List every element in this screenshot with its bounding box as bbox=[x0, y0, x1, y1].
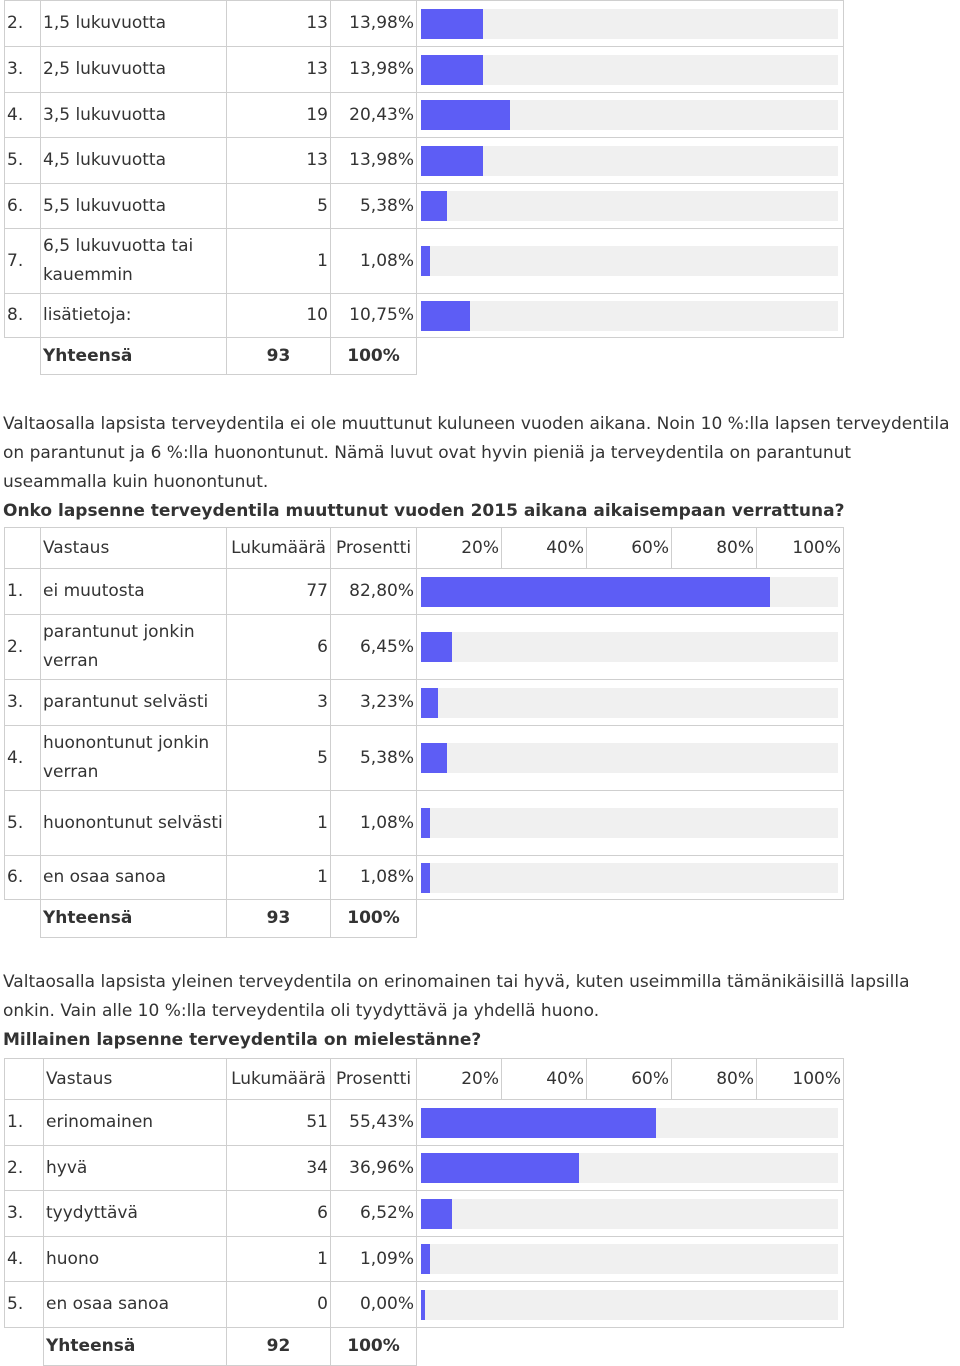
row-number: 3. bbox=[5, 47, 41, 93]
table-row bbox=[5, 47, 844, 93]
bar-track bbox=[421, 632, 838, 662]
answer-percent: 1,08% bbox=[331, 229, 417, 294]
table-row bbox=[5, 294, 844, 338]
header-tick: 20% bbox=[417, 1059, 502, 1100]
bar-fill bbox=[421, 1290, 425, 1320]
bar-cell bbox=[417, 93, 844, 138]
total-spacer bbox=[5, 900, 41, 938]
table-row bbox=[5, 1237, 844, 1282]
bar-fill bbox=[421, 1153, 579, 1183]
bar-cell bbox=[417, 1, 844, 47]
bar-cell bbox=[417, 184, 844, 229]
bar-cell bbox=[417, 1237, 844, 1282]
bar-track bbox=[421, 301, 838, 331]
row-number: 1. bbox=[5, 569, 41, 615]
answer-label: en osaa sanoa bbox=[44, 1282, 227, 1328]
row-number: 3. bbox=[5, 1191, 44, 1237]
answer-count: 13 bbox=[227, 138, 331, 184]
answer-label: huonontunut selvästi bbox=[41, 791, 227, 856]
answer-label: 1,5 lukuvuotta bbox=[41, 1, 227, 47]
header-percent: Prosentti bbox=[331, 528, 417, 569]
answer-percent: 1,08% bbox=[331, 856, 417, 900]
bar-track bbox=[421, 577, 838, 607]
bar-fill bbox=[421, 246, 430, 276]
table-row bbox=[5, 1, 844, 47]
answer-percent: 3,23% bbox=[331, 680, 417, 726]
bar-cell bbox=[417, 138, 844, 184]
answer-count: 1 bbox=[227, 791, 331, 856]
bar-cell bbox=[417, 1146, 844, 1191]
total-count: 93 bbox=[227, 338, 331, 375]
total-label: Yhteensä bbox=[41, 338, 227, 375]
bar-track bbox=[421, 688, 838, 718]
total-label: Yhteensä bbox=[44, 1328, 227, 1366]
answer-count: 19 bbox=[227, 93, 331, 138]
bar-track bbox=[421, 743, 838, 773]
answer-count: 77 bbox=[227, 569, 331, 615]
header-tick: 20% bbox=[417, 528, 502, 569]
total-spacer bbox=[5, 338, 41, 375]
question-general-health: Millainen lapsenne terveydentila on mielestänne? bbox=[3, 1030, 482, 1050]
header-tick: 40% bbox=[502, 528, 587, 569]
bar-fill bbox=[421, 1199, 452, 1229]
table-row bbox=[5, 138, 844, 184]
answer-percent: 5,38% bbox=[331, 726, 417, 791]
bar-fill bbox=[421, 55, 483, 85]
answer-percent: 36,96% bbox=[331, 1146, 417, 1191]
bar-fill bbox=[421, 146, 483, 176]
answer-label: en osaa sanoa bbox=[41, 856, 227, 900]
row-number: 8. bbox=[5, 294, 41, 338]
row-number: 3. bbox=[5, 680, 41, 726]
row-number: 5. bbox=[5, 138, 41, 184]
results-table-duration bbox=[4, 0, 844, 375]
total-row bbox=[5, 900, 844, 938]
row-number: 2. bbox=[5, 615, 41, 680]
answer-percent: 5,38% bbox=[331, 184, 417, 229]
total-count: 93 bbox=[227, 900, 331, 938]
answer-label: hyvä bbox=[44, 1146, 227, 1191]
bar-cell bbox=[417, 615, 844, 680]
bar-track bbox=[421, 1290, 838, 1320]
row-number: 5. bbox=[5, 791, 41, 856]
bar-fill bbox=[421, 632, 452, 662]
answer-label: lisätietoja: bbox=[41, 294, 227, 338]
paragraph-health-change: Valtaosalla lapsista terveydentila ei ole muuttunut kuluneen vuoden aikana. Noin 10 %:lla lapsen terveydentila on parantunut ja 6 %:lla huonontunut. Nämä luvut ovat hyvin pieniä ja terveydentila on parantunut useammalla kuin huonontunut. bbox=[3, 414, 950, 492]
bar-track bbox=[421, 146, 838, 176]
answer-count: 5 bbox=[227, 726, 331, 791]
answer-label: 5,5 lukuvuotta bbox=[41, 184, 227, 229]
answer-label: erinomainen bbox=[44, 1100, 227, 1146]
bar-fill bbox=[421, 863, 430, 893]
row-number: 4. bbox=[5, 1237, 44, 1282]
bar-track bbox=[421, 1244, 838, 1274]
answer-label: tyydyttävä bbox=[44, 1191, 227, 1237]
bar-track bbox=[421, 9, 838, 39]
bar-track bbox=[421, 1199, 838, 1229]
question-health-change: Onko lapsenne terveydentila muuttunut vuoden 2015 aikana aikaisempaan verrattuna? bbox=[3, 501, 845, 521]
answer-label: huono bbox=[44, 1237, 227, 1282]
row-number: 6. bbox=[5, 856, 41, 900]
answer-percent: 82,80% bbox=[331, 569, 417, 615]
answer-count: 1 bbox=[227, 1237, 331, 1282]
table-header-row bbox=[5, 528, 844, 569]
table-row bbox=[5, 569, 844, 615]
answer-count: 1 bbox=[227, 856, 331, 900]
table-row bbox=[5, 1146, 844, 1191]
answer-percent: 55,43% bbox=[331, 1100, 417, 1146]
answer-percent: 10,75% bbox=[331, 294, 417, 338]
bar-fill bbox=[421, 808, 430, 838]
bar-cell bbox=[417, 856, 844, 900]
table-row bbox=[5, 680, 844, 726]
row-number: 5. bbox=[5, 1282, 44, 1328]
bar-track bbox=[421, 808, 838, 838]
answer-count: 13 bbox=[227, 1, 331, 47]
answer-label: parantunut jonkin verran bbox=[41, 615, 227, 680]
row-number: 7. bbox=[5, 229, 41, 294]
bar-fill bbox=[421, 191, 447, 221]
bar-track bbox=[421, 100, 838, 130]
answer-percent: 13,98% bbox=[331, 47, 417, 93]
bar-fill bbox=[421, 100, 510, 130]
answer-percent: 13,98% bbox=[331, 1, 417, 47]
bar-cell bbox=[417, 1282, 844, 1328]
answer-label: parantunut selvästi bbox=[41, 680, 227, 726]
answer-percent: 20,43% bbox=[331, 93, 417, 138]
row-number: 6. bbox=[5, 184, 41, 229]
answer-label: 3,5 lukuvuotta bbox=[41, 93, 227, 138]
answer-percent: 13,98% bbox=[331, 138, 417, 184]
header-answer: Vastaus bbox=[41, 528, 227, 569]
total-spacer bbox=[5, 1328, 44, 1366]
answer-label: 2,5 lukuvuotta bbox=[41, 47, 227, 93]
header-tick: 80% bbox=[672, 1059, 757, 1100]
answer-count: 34 bbox=[227, 1146, 331, 1191]
header-tick: 60% bbox=[587, 528, 672, 569]
answer-percent: 6,45% bbox=[331, 615, 417, 680]
answer-count: 6 bbox=[227, 1191, 331, 1237]
bar-cell bbox=[417, 569, 844, 615]
bar-cell bbox=[417, 1100, 844, 1146]
table-row bbox=[5, 1100, 844, 1146]
bar-cell bbox=[417, 229, 844, 294]
header-spacer bbox=[5, 1059, 44, 1100]
answer-label: 4,5 lukuvuotta bbox=[41, 138, 227, 184]
row-number: 2. bbox=[5, 1, 41, 47]
results-table-health-change bbox=[4, 527, 844, 938]
row-number: 2. bbox=[5, 1146, 44, 1191]
bar-fill bbox=[421, 301, 470, 331]
table-row bbox=[5, 615, 844, 680]
bar-fill bbox=[421, 688, 438, 718]
answer-count: 0 bbox=[227, 1282, 331, 1328]
bar-cell bbox=[417, 791, 844, 856]
header-count: Lukumäärä bbox=[227, 1059, 331, 1100]
answer-count: 3 bbox=[227, 680, 331, 726]
header-count: Lukumäärä bbox=[227, 528, 331, 569]
header-tick: 80% bbox=[672, 528, 757, 569]
row-number: 1. bbox=[5, 1100, 44, 1146]
bar-track bbox=[421, 1108, 838, 1138]
bar-fill bbox=[421, 743, 447, 773]
bar-cell bbox=[417, 47, 844, 93]
answer-percent: 1,08% bbox=[331, 791, 417, 856]
header-tick: 40% bbox=[502, 1059, 587, 1100]
bar-track bbox=[421, 1153, 838, 1183]
answer-percent: 0,00% bbox=[331, 1282, 417, 1328]
answer-label: ei muutosta bbox=[41, 569, 227, 615]
answer-count: 13 bbox=[227, 47, 331, 93]
row-number: 4. bbox=[5, 93, 41, 138]
header-tick: 60% bbox=[587, 1059, 672, 1100]
bar-cell bbox=[417, 294, 844, 338]
table-row bbox=[5, 856, 844, 900]
bar-track bbox=[421, 863, 838, 893]
table-row bbox=[5, 229, 844, 294]
total-row bbox=[5, 338, 844, 375]
table-row bbox=[5, 726, 844, 791]
table-header-row bbox=[5, 1059, 844, 1100]
bar-track bbox=[421, 246, 838, 276]
answer-count: 1 bbox=[227, 229, 331, 294]
answer-label: 6,5 lukuvuotta tai kauemmin bbox=[41, 229, 227, 294]
answer-label: huonontunut jonkin verran bbox=[41, 726, 227, 791]
header-answer: Vastaus bbox=[44, 1059, 227, 1100]
bar-fill bbox=[421, 1244, 430, 1274]
total-row bbox=[5, 1328, 844, 1366]
table-row bbox=[5, 791, 844, 856]
header-percent: Prosentti bbox=[331, 1059, 417, 1100]
total-count: 92 bbox=[227, 1328, 331, 1366]
answer-count: 6 bbox=[227, 615, 331, 680]
answer-percent: 6,52% bbox=[331, 1191, 417, 1237]
total-percent: 100% bbox=[331, 1328, 417, 1366]
total-percent: 100% bbox=[331, 338, 417, 375]
answer-count: 10 bbox=[227, 294, 331, 338]
total-label: Yhteensä bbox=[41, 900, 227, 938]
total-spacer bbox=[417, 900, 844, 938]
bar-track bbox=[421, 191, 838, 221]
bar-track bbox=[421, 55, 838, 85]
bar-cell bbox=[417, 726, 844, 791]
header-spacer bbox=[5, 528, 41, 569]
bar-fill bbox=[421, 577, 770, 607]
table-row bbox=[5, 93, 844, 138]
total-spacer bbox=[417, 338, 844, 375]
bar-fill bbox=[421, 1108, 656, 1138]
answer-count: 51 bbox=[227, 1100, 331, 1146]
bar-cell bbox=[417, 680, 844, 726]
table-row bbox=[5, 184, 844, 229]
paragraph-general-health: Valtaosalla lapsista yleinen terveydentila on erinomainen tai hyvä, kuten useimmilla tämänikäisillä lapsilla onkin. Vain alle 10 %:lla terveydentila oli tyydyttävä ja yhdellä huono. bbox=[3, 972, 910, 1021]
answer-percent: 1,09% bbox=[331, 1237, 417, 1282]
table-row bbox=[5, 1191, 844, 1237]
row-number: 4. bbox=[5, 726, 41, 791]
total-spacer bbox=[417, 1328, 844, 1366]
bar-cell bbox=[417, 1191, 844, 1237]
bar-fill bbox=[421, 9, 483, 39]
answer-count: 5 bbox=[227, 184, 331, 229]
table-row bbox=[5, 1282, 844, 1328]
header-tick: 100% bbox=[757, 528, 844, 569]
results-table-general-health bbox=[4, 1058, 844, 1366]
total-percent: 100% bbox=[331, 900, 417, 938]
header-tick: 100% bbox=[757, 1059, 844, 1100]
